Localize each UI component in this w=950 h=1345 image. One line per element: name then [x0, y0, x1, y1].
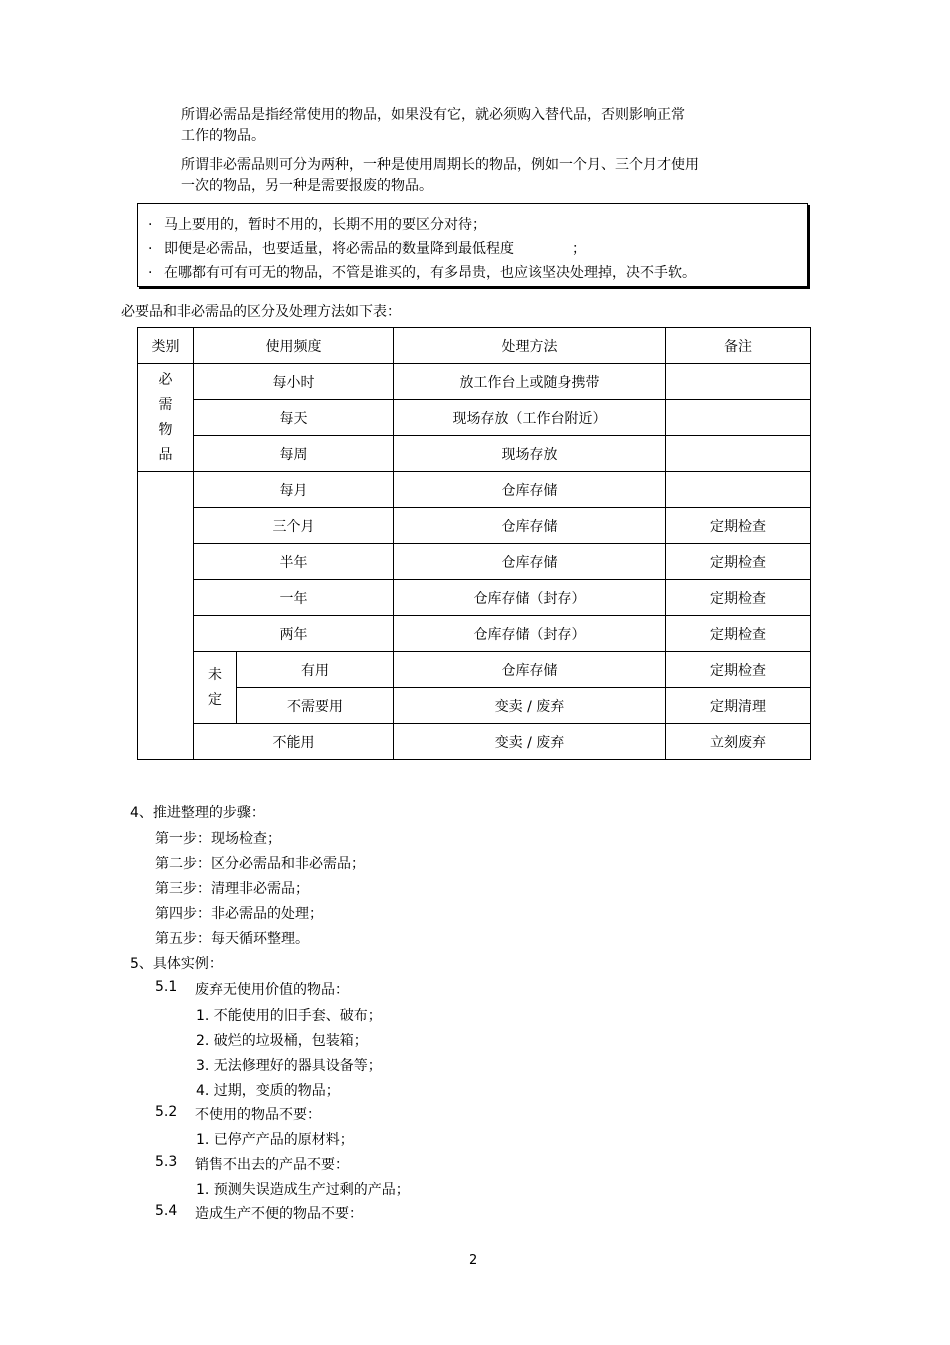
header-frequency: 使用频度: [194, 328, 394, 364]
cell-note: 定期检查: [666, 580, 811, 616]
note-item-3: · 在哪都有可有可无的物品，不管是谁买的，有多昂贵，也应该坚决处理掉，决不手软。: [148, 265, 696, 281]
table-row: [138, 472, 811, 508]
cell-note: [666, 364, 811, 400]
classification-table: [137, 327, 811, 760]
intro-p2-line2: 一次的物品，另一种是需要报废的物品。: [181, 178, 433, 194]
cell-frequency: 两年: [194, 616, 394, 652]
cell-frequency: 每小时: [194, 364, 394, 400]
cell-note: 定期检查: [666, 652, 811, 688]
sub-5-2-num: 5.2: [155, 1104, 178, 1120]
step-1: 第一步：现场检查；: [155, 831, 281, 847]
table-row: [138, 508, 811, 544]
section-4-title: 4、推进整理的步骤：: [130, 805, 265, 821]
cell-method: 现场存放（工作台附近）: [394, 400, 666, 436]
cell-method: 放工作台上或随身携带: [394, 364, 666, 400]
cell-note: [666, 400, 811, 436]
cell-note: [666, 472, 811, 508]
intro-paragraph-1: [181, 105, 685, 147]
cell-note: 立刻废弃: [666, 724, 811, 760]
table-caption: 必要品和非必需品的区分及处理方法如下表：: [121, 304, 401, 320]
bullet-icon: ·: [148, 217, 153, 233]
category-unnecessary: [138, 472, 194, 760]
cell-frequency: 每周: [194, 436, 394, 472]
step-3: 第三步：清理非必需品；: [155, 881, 309, 897]
cell-frequency: 每天: [194, 400, 394, 436]
cell-frequency: 不能用: [194, 724, 394, 760]
sub-5-1-item: 3. 无法修理好的器具设备等；: [196, 1058, 382, 1074]
table-row: [138, 580, 811, 616]
step-5: 第五步：每天循环整理。: [155, 931, 309, 947]
sub-5-1-item: 1. 不能使用的旧手套、破布；: [196, 1008, 382, 1024]
cell-frequency: 一年: [194, 580, 394, 616]
intro-paragraph-2: [181, 155, 699, 197]
table-row: [138, 364, 811, 400]
sub-5-1-num: 5.1: [155, 979, 178, 995]
sub-5-2-item: 1. 已停产产品的原材料；: [196, 1132, 354, 1148]
table-row: [138, 544, 811, 580]
sub-5-2-title: 不使用的物品不要：: [195, 1107, 321, 1123]
category-undetermined: 未 定: [194, 652, 237, 724]
sub-5-4-num: 5.4: [155, 1203, 178, 1219]
cell-note: [666, 436, 811, 472]
page-number: 2: [469, 1253, 478, 1268]
step-2: 第二步：区分必需品和非必需品；: [155, 856, 365, 872]
cell-frequency: 半年: [194, 544, 394, 580]
category-necessary: 必 需 物 品: [138, 364, 194, 472]
sub-5-3-num: 5.3: [155, 1154, 178, 1170]
header-method: 处理方法: [394, 328, 666, 364]
cell-method: 仓库存储（封存）: [394, 616, 666, 652]
sub-5-3-item: 1. 预测失误造成生产过剩的产品；: [196, 1182, 410, 1198]
note-item-1: · 马上要用的，暂时不用的，长期不用的要区分对待；: [148, 217, 486, 233]
cell-method: 仓库存储: [394, 472, 666, 508]
sub-5-1-item: 2. 破烂的垃圾桶，包装箱；: [196, 1033, 368, 1049]
cell-frequency: 不需要用: [237, 688, 394, 724]
cell-method: 仓库存储: [394, 652, 666, 688]
bullet-icon: ·: [148, 241, 153, 257]
cell-note: 定期清理: [666, 688, 811, 724]
cell-note: 定期检查: [666, 508, 811, 544]
cell-frequency: 有用: [237, 652, 394, 688]
cell-method: 仓库存储: [394, 544, 666, 580]
note-item-2: · 即便是必需品，也要适量，将必需品的数量降到最低程度 ；: [148, 241, 586, 257]
table-row: [138, 688, 811, 724]
cell-frequency: 三个月: [194, 508, 394, 544]
bullet-icon: ·: [148, 265, 153, 281]
sub-5-3-title: 销售不出去的产品不要：: [195, 1157, 349, 1173]
table-row: [138, 436, 811, 472]
cell-method: 仓库存储: [394, 508, 666, 544]
table-row: [138, 400, 811, 436]
sub-5-1-item: 4. 过期，变质的物品；: [196, 1083, 340, 1099]
cell-note: 定期检查: [666, 544, 811, 580]
cell-method: 现场存放: [394, 436, 666, 472]
intro-p1-line2: 工作的物品。: [181, 128, 265, 144]
table-row: [138, 724, 811, 760]
step-4: 第四步：非必需品的处理；: [155, 906, 323, 922]
intro-p2-line1: 所谓非必需品则可分为两种，一种是使用周期长的物品，例如一个月、三个月才使用: [181, 157, 699, 173]
intro-p1-line1: 所谓必需品是指经常使用的物品，如果没有它，就必须购入替代品，否则影响正常: [181, 107, 685, 123]
sub-5-1-title: 废弃无使用价值的物品：: [195, 982, 349, 998]
cell-method: 仓库存储（封存）: [394, 580, 666, 616]
sub-5-4-title: 造成生产不便的物品不要：: [195, 1206, 363, 1222]
cell-method: 变卖 / 废弃: [394, 724, 666, 760]
header-category: 类别: [138, 328, 194, 364]
cell-method: 变卖 / 废弃: [394, 688, 666, 724]
section-5-title: 5、具体实例：: [130, 956, 223, 972]
table-header-row: [138, 328, 811, 364]
notes-box: [137, 203, 808, 287]
header-note: 备注: [666, 328, 811, 364]
table-row: [138, 616, 811, 652]
cell-note: 定期检查: [666, 616, 811, 652]
cell-frequency: 每月: [194, 472, 394, 508]
table-row: [138, 652, 811, 688]
